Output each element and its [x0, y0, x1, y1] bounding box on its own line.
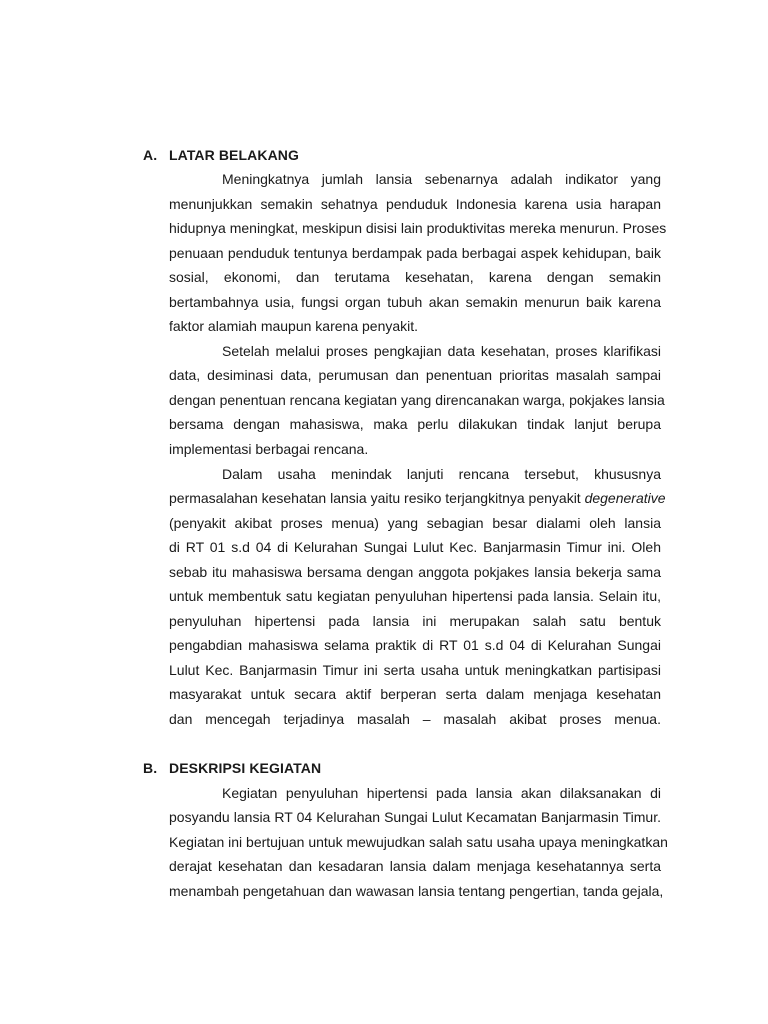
paragraph-line: menunjukkan semakin sehatnya penduduk Indonesia karena usia harapan: [169, 196, 661, 212]
paragraph-line: penuaan penduduk tentunya berdampak pada berbagai aspek kehidupan, baik: [169, 245, 661, 261]
paragraph-line: untuk membentuk satu kegiatan penyuluhan hipertensi pada lansia. Selain itu,: [169, 588, 661, 604]
paragraph-line: (penyakit akibat proses menua) yang sebagian besar dialami oleh lansia: [169, 515, 661, 531]
paragraph-line: Kegiatan ini bertujuan untuk mewujudkan salah satu usaha upaya meningkatkan: [169, 834, 668, 850]
paragraph-line: pengabdian mahasiswa selama praktik di RT 01 s.d 04 di Kelurahan Sungai: [169, 637, 661, 653]
paragraph-line: di RT 01 s.d 04 di Kelurahan Sungai Lulut Kec. Banjarmasin Timur ini. Oleh: [169, 539, 661, 555]
section-b-heading: [143, 760, 321, 776]
paragraph-line: bertambahnya usia, fungsi organ tubuh akan semakin menurun baik karena: [169, 294, 661, 310]
paragraph-text: permasalahan kesehatan lansia yaitu resiko terjangkitnya penyakit: [169, 490, 581, 506]
paragraph-line: Setelah melalui proses pengkajian data kesehatan, proses klarifikasi: [222, 343, 661, 359]
paragraph-line: Lulut Kec. Banjarmasin Timur ini serta usaha untuk meningkatkan partisipasi: [169, 662, 661, 678]
paragraph-line: implementasi berbagai rencana.: [169, 441, 369, 457]
paragraph-line: masyarakat untuk secara aktif berperan serta dalam menjaga kesehatan: [169, 686, 661, 702]
paragraph-line: dengan penentuan rencana kegiatan yang direncanakan warga, pokjakes lansia: [169, 392, 665, 408]
paragraph-line: data, desiminasi data, perumusan dan penentuan prioritas masalah sampai: [169, 367, 661, 383]
paragraph-line: bersama dengan mahasiswa, maka perlu dilakukan tindak lanjut berupa: [169, 416, 661, 432]
italic-term: degenerative: [584, 490, 666, 506]
paragraph-line: dan mencegah terjadinya masalah – masalah akibat proses menua.: [169, 711, 661, 727]
paragraph-line: penyuluhan hipertensi pada lansia ini merupakan salah satu bentuk: [169, 613, 661, 629]
paragraph-line: sosial, ekonomi, dan terutama kesehatan, karena dengan semakin: [169, 269, 661, 285]
paragraph-line: Meningkatnya jumlah lansia sebenarnya adalah indikator yang: [222, 171, 661, 187]
section-a-heading: [143, 147, 299, 163]
paragraph-line: Dalam usaha menindak lanjuti rencana tersebut, khususnya: [222, 466, 661, 482]
section-a-title: LATAR BELAKANG: [169, 147, 299, 163]
paragraph-line: faktor alamiah maupun karena penyakit.: [169, 318, 419, 334]
paragraph-line: posyandu lansia RT 04 Kelurahan Sungai Lulut Kecamatan Banjarmasin Timur.: [169, 809, 661, 825]
section-b-title: DESKRIPSI KEGIATAN: [169, 760, 322, 776]
paragraph-line: hidupnya meningkat, meskipun disisi lain produktivitas mereka menurun. Proses: [169, 220, 667, 236]
paragraph-line: menambah pengetahuan dan wawasan lansia tentang pengertian, tanda gejala,: [169, 883, 664, 899]
paragraph-line: derajat kesehatan dan kesadaran lansia dalam menjaga kesehatannya serta: [169, 858, 661, 874]
section-a-number: A.: [143, 147, 158, 163]
paragraph-line-with-italic: [169, 490, 666, 506]
section-b-number: B.: [143, 760, 158, 776]
paragraph-line: Kegiatan penyuluhan hipertensi pada lansia akan dilaksanakan di: [222, 785, 661, 801]
paragraph-line: sebab itu mahasiswa bersama dengan anggota pokjakes lansia bekerja sama: [169, 564, 661, 580]
